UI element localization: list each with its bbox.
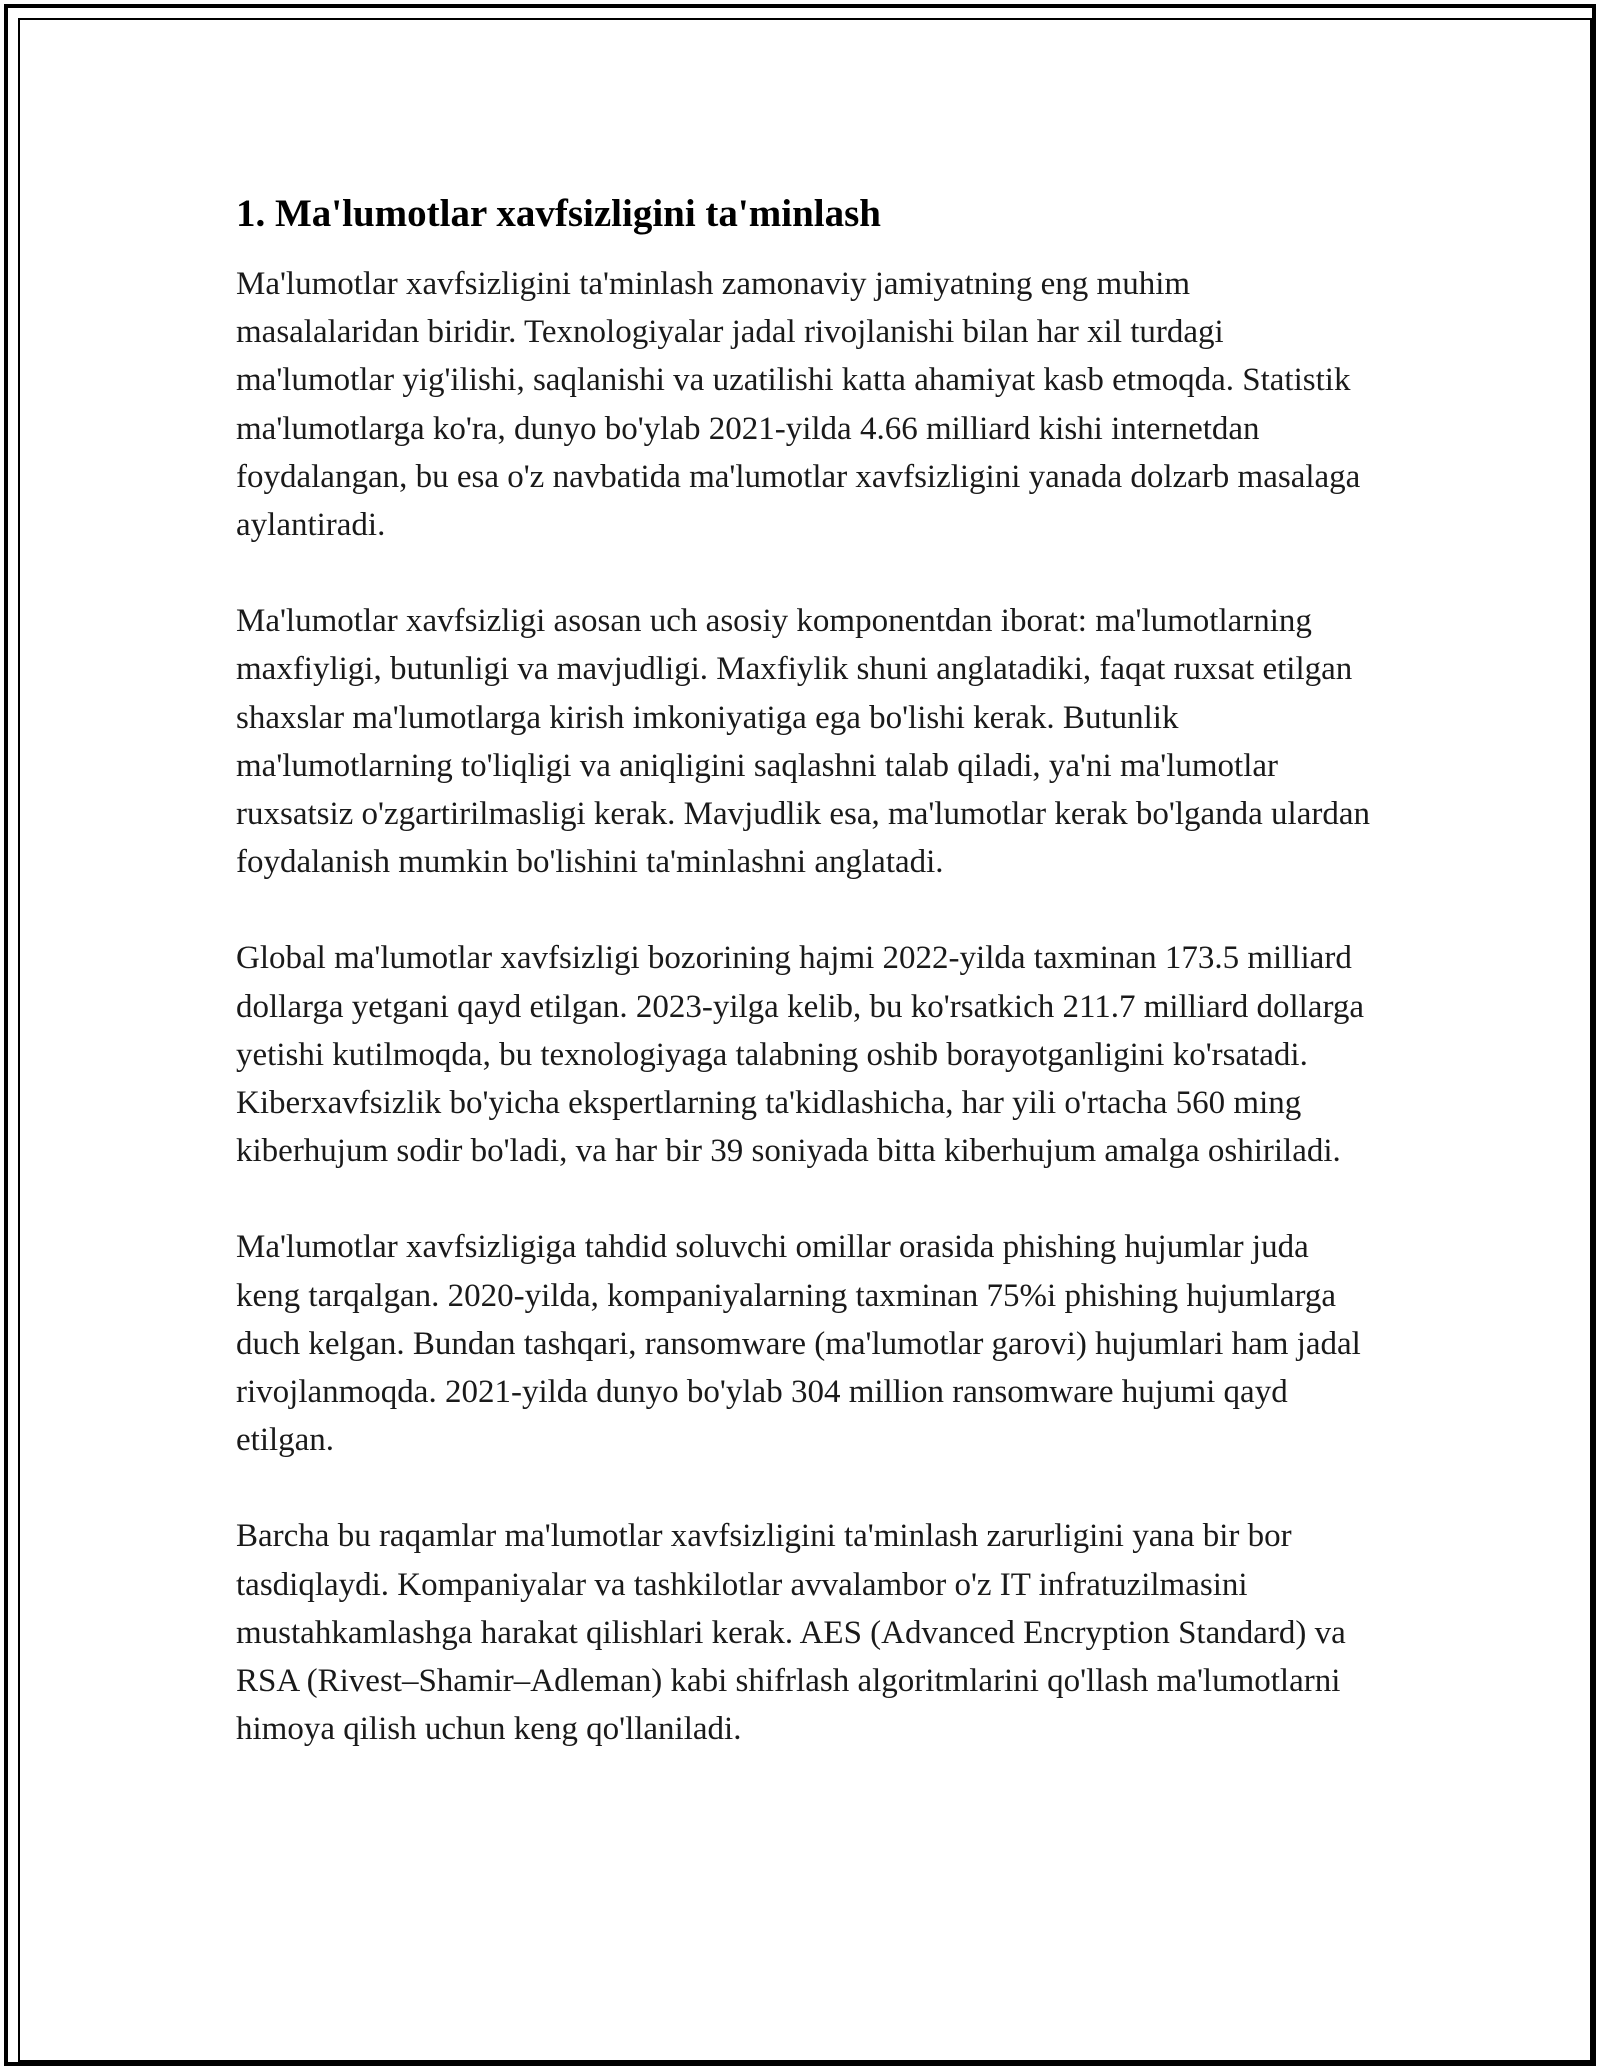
section-heading: 1. Ma'lumotlar xavfsizligini ta'minlash [236,192,881,235]
paragraph-components: Ma'lumotlar xavfsizligi asosan uch asosiy komponentdan iborat: ma'lumotlarning maxfiyligi, butunligi va mavjudligi. Maxfiylik shuni anglatadiki, faqat ruxsat etilgan shaxslar ma'lumotlarga kirish imkoniyatiga ega bo'lishi kerak. Butunlik ma'lumotlarning to'liqligi va aniqligini saqlashni talab qiladi, ya'ni ma'lumotlar ruxsatsiz o'zgartirilmasligi kerak. Mavjudlik esa, ma'lumotlar kerak bo'lganda ulardan foydalanish mumkin bo'lishini ta'minlashni anglatadi. [236,603,1370,881]
document-body [236,188,1376,1801]
paragraph-intro: Ma'lumotlar xavfsizligini ta'minlash zamonaviy jamiyatning eng muhim masalalaridan biridir. Texnologiyalar jadal rivojlanishi bilan har xil turdagi ma'lumotlar yig'ilishi, saqlanishi va uzatilishi katta ahamiyat kasb etmoqda. Statistik ma'lumotlarga ko'ra, dunyo bo'ylab 2021-yilda 4.66 milliard kishi internetdan foydalangan, bu esa o'z navbatida ma'lumotlar xavfsizligini yanada dolzarb masalaga aylantiradi. [236,266,1361,544]
paragraph-conclusion: Barcha bu raqamlar ma'lumotlar xavfsizligini ta'minlash zarurligini yana bir bor tasdiqlaydi. Kompaniyalar va tashkilotlar avvalambor o'z IT infratuzilmasini mustahkamlashga harakat qilishlari kerak. AES (Advanced Encryption Standard) va RSA (Rivest–Shamir–Adleman) kabi shifrlash algoritmlarini qo'llash ma'lumotlarni himoya qilish uchun keng qo'llaniladi. [236,1518,1346,1748]
paragraph-market: Global ma'lumotlar xavfsizligi bozorining hajmi 2022-yilda taxminan 173.5 milliard dollarga yetgani qayd etilgan. 2023-yilga kelib, bu ko'rsatkich 211.7 milliard dollarga yetishi kutilmoqda, bu texnologiyaga talabning oshib borayotganligini ko'rsatadi. Kiberxavfsizlik bo'yicha ekspertlarning ta'kidlashicha, har yili o'rtacha 560 ming kiberhujum sodir bo'ladi, va har bir 39 soniyada bitta kiberhujum amalga oshiriladi. [236,940,1364,1170]
paragraph-threats: Ma'lumotlar xavfsizligiga tahdid soluvchi omillar orasida phishing hujumlar juda keng tarqalgan. 2020-yilda, kompaniyalarning taxminan 75%i phishing hujumlarga duch kelgan. Bundan tashqari, ransomware (ma'lumotlar garovi) hujumlari ham jadal rivojlanmoqda. 2021-yilda dunyo bo'ylab 304 million ransomware hujumi qayd etilgan. [236,1229,1361,1459]
